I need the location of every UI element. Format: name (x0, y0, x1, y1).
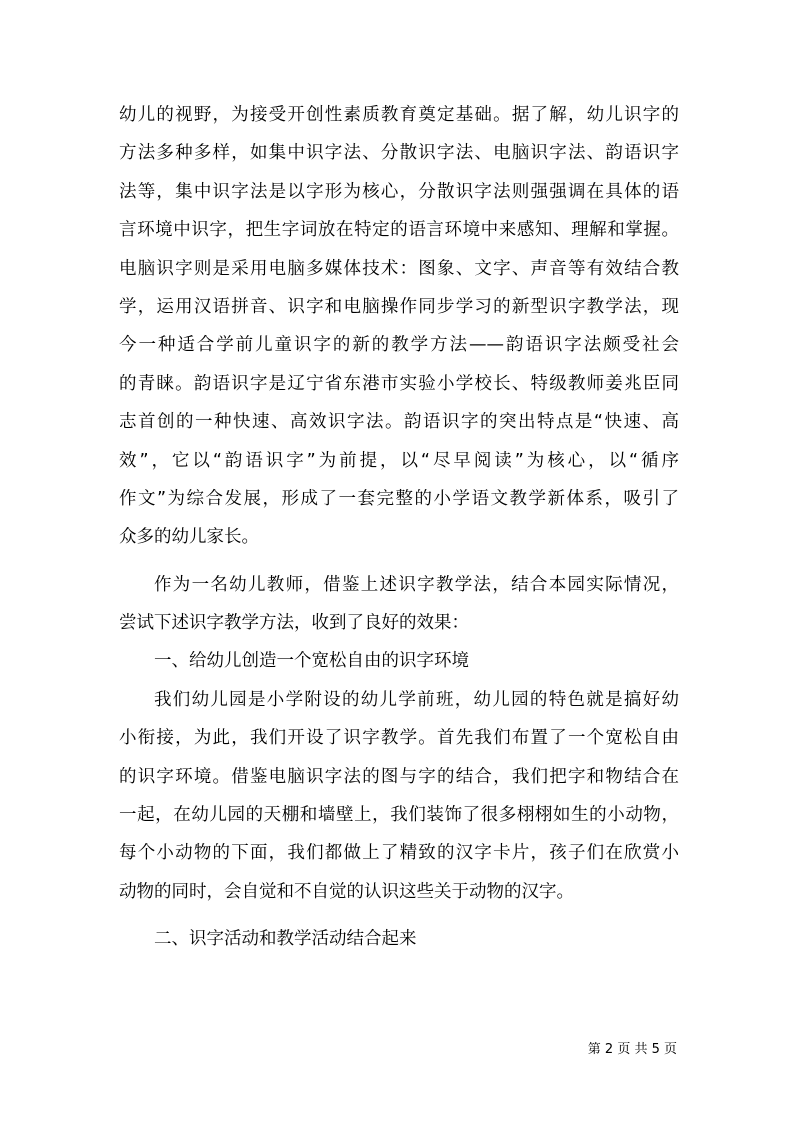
text-line: 方法多种多样，如集中识字法、分散识字法、电脑识字法、韵语识字 (119, 143, 679, 164)
section-heading-1: 一、给幼儿创造一个宽松自由的识字环境 (154, 651, 469, 672)
text-line: 志首创的一种快速、高效识字法。韵语识字的突出特点是“快速、高 (119, 412, 679, 433)
text-line: 效”，它以“韵语识字”为前提，以“尽早阅读”为核心，以“循序 (119, 450, 679, 471)
paragraph-line: 一起，在幼儿园的天棚和墙壁上，我们装饰了很多栩栩如生的小动物， (119, 805, 679, 826)
text-line: 的青睐。韵语识字是辽宁省东港市实验小学校长、特级教师姜兆臣同 (119, 373, 679, 394)
paragraph-line: 动物的同时，会自觉和不自觉的认识这些关于动物的汉字。 (119, 881, 574, 902)
text-line: 作文”为综合发展，形成了一套完整的小学语文教学新体系，吸引了 (119, 488, 679, 509)
text-line: 法等，集中识字法是以字形为核心，分散识字法则强强调在具体的语 (119, 181, 679, 202)
body-text (119, 96, 679, 959)
text-line: 幼儿的视野，为接受开创性素质教育奠定基础。据了解，幼儿识字的 (119, 105, 679, 125)
text-line: 众多的幼儿家长。 (119, 527, 259, 548)
paragraph-line: 作为一名幼儿教师，借鉴上述识字教学法，结合本园实际情况， (154, 574, 679, 595)
paragraph-line: 每个小动物的下面，我们都做上了精致的汉字卡片，孩子们在欣赏小 (119, 843, 679, 864)
text-line: 言环境中识字，把生字词放在特定的语言环境中来感知、理解和掌握。 (119, 220, 679, 241)
paragraph-line: 小衔接，为此，我们开设了识字教学。首先我们布置了一个宽松自由 (119, 728, 679, 749)
text-line: 今一种适合学前儿童识字的新的教学方法——韵语识字法颇受社会 (119, 335, 679, 356)
paragraph-line: 我们幼儿园是小学附设的幼儿学前班，幼儿园的特色就是搞好幼 (154, 689, 679, 710)
paragraph-line: 尝试下述识字教学方法，收到了良好的效果： (119, 613, 469, 634)
page-number: 第 2 页 共 5 页 (587, 1042, 677, 1057)
text-line: 电脑识字则是采用电脑多媒体技术：图象、文字、声音等有效结合教 (119, 258, 679, 279)
section-heading-2: 二、识字活动和教学活动结合起来 (154, 929, 417, 950)
paragraph-line: 的识字环境。借鉴电脑识字法的图与字的结合，我们把字和物结合在 (119, 766, 679, 787)
text-line: 学，运用汉语拼音、识字和电脑操作同步学习的新型识字教学法，现 (119, 296, 679, 317)
